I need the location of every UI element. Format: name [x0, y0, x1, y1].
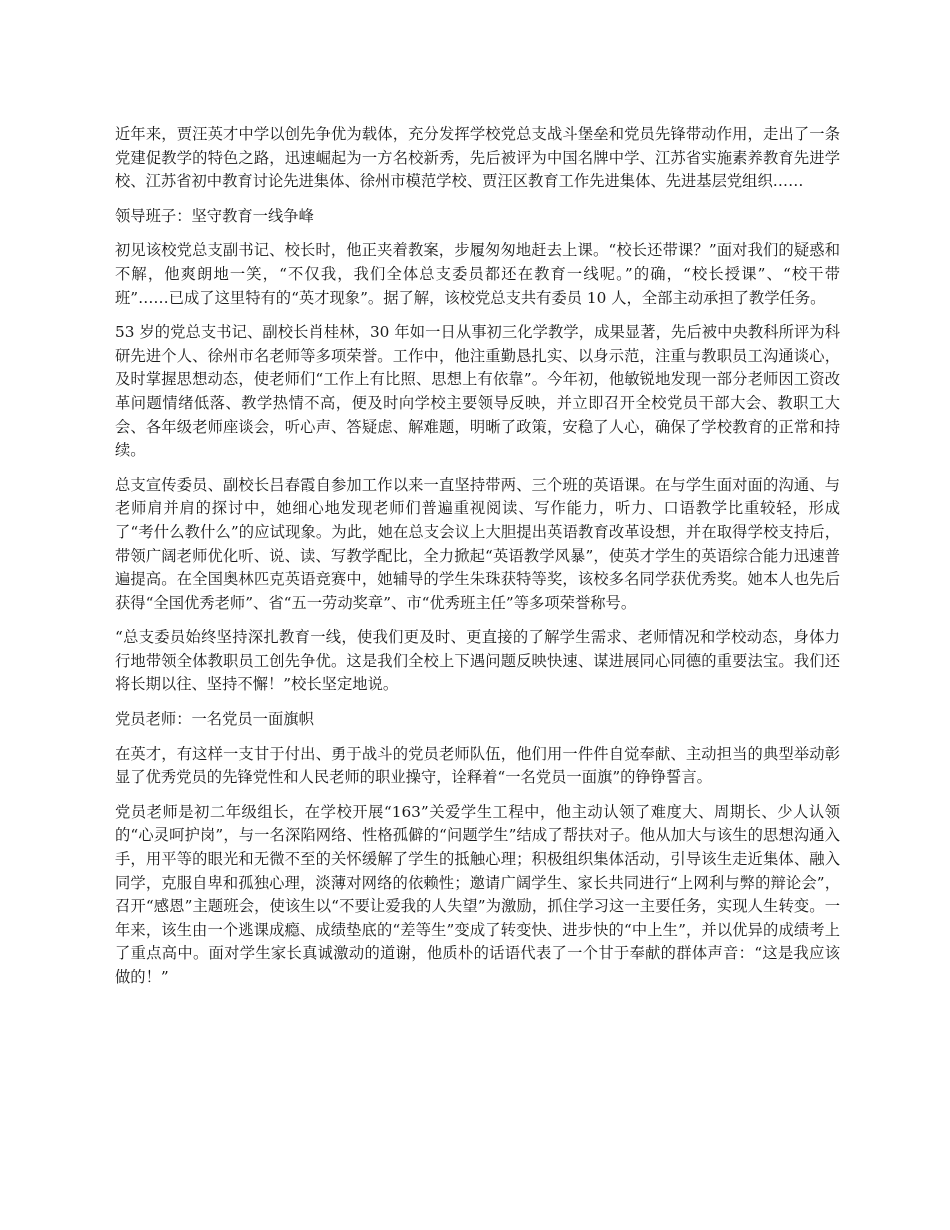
paragraph-teacher-team: 在英才，有这样一支甘于付出、勇于战斗的党员老师队伍，他们用一件件自觉奉献、主动担当的典型举动彰显了优秀党员的先锋党性和人民老师的职业操守，诠释着“一名党员一面旗”的铮铮誓言。 [115, 744, 840, 787]
section-heading-party-teachers: 党员老师：一名党员一面旗帜 [115, 710, 314, 729]
paragraph-principal-quote: “总支委员始终坚持深扎教育一线，使我们更及时、更直接的了解学生需求、老师情况和学校动态，身体力行地带领全体教职员工创先争优。这是我们全校上下遇问题反映快速、谋进展同心同德的重要法宝。我们还将长期以往、坚持不懈！”校长坚定地说。 [115, 628, 840, 694]
document-body [115, 123, 840, 1001]
section-heading-leadership: 领导班子：坚守教育一线争峰 [115, 206, 314, 225]
paragraph-grade-leader: 党员老师是初二年级组长，在学校开展“163”关爱学生工程中，他主动认领了难度大、周期长、少人认领的“心灵呵护岗”，与一名深陷网络、性格孤僻的“问题学生”结成了帮扶对子。他从加大与该生的思想沟通入手，用平等的眼光和无微不至的关怀缓解了学生的抵触心理；积极组织集体活动，引导该生走近集体、融入同学，克服自卑和孤独心理，淡薄对网络的依赖性；邀请广阔学生、家长共同进行“上网利与弊的辩论会”，召开“感恩”主题班会，使该生以“不要让爱我的人失望”为激励，抓住学习这一主要任务，实现人生转变。一年来，该生由一个逃课成瘾、成绩垫底的“差等生”变成了转变快、进步快的“中上生”，并以优异的成绩考上了重点高中。面对学生家长真诚激动的道谢，他质朴的话语代表了一个甘于奉献的群体声音：“这是我应该做的！” [115, 802, 840, 986]
paragraph-english-reform: 总支宣传委员、副校长吕春霞自参加工作以来一直坚持带两、三个班的英语课。在与学生面对面的沟通、与老师肩并肩的探讨中，她细心地发现老师们普遍重视阅读、写作能力，听力、口语教学比重较轻，形成了“考什么教什么”的应试现象。为此，她在总支会议上大胆提出英语教育改革设想，并在取得学校支持后，带领广阔老师优化听、说、读、写教学配比，全力掀起“英语教学风暴”，使英才学生的英语综合能力迅速普遍提高。在全国奥林匹克英语竞赛中，她辅导的学生朱珠获特等奖，该校多名同学获优秀奖。她本人也先后获得“全国优秀老师”、省“五一劳动奖章”、市“优秀班主任”等多项荣誉称号。 [115, 475, 840, 612]
paragraph-principal: 初见该校党总支副书记、校长时，他正夹着教案，步履匆匆地赶去上课。“校长还带课？”面对我们的疑惑和不解，他爽朗地一笑，“不仅我，我们全体总支委员都还在教育一线呢。”的确，“校长授课”、“校干带班”……已成了这里特有的“英才现象”。据了解，该校党总支共有委员 10 人，全部主动承担了教学任务。 [115, 241, 840, 307]
paragraph-intro: 近年来，贾汪英才中学以创先争优为载体，充分发挥学校党总支战斗堡垒和党员先锋带动作用，走出了一条党建促教学的特色之路，迅速崛起为一方名校新秀，先后被评为中国名牌中学、江苏省实施素养教育先进学校、江苏省初中教育讨论先进集体、徐州市模范学校、贾汪区教育工作先进集体、先进基层党组织…… [115, 125, 840, 191]
paragraph-party-secretary: 53 岁的党总支书记、副校长肖桂林，30 年如一日从事初三化学教学，成果显著，先后被中央教科所评为科研先进个人、徐州市名老师等多项荣誉。工作中，他注重勤恳扎实、以身示范，注重与教职员工沟通谈心，及时掌握思想动态，使老师们“工作上有比照、思想上有依靠”。今年初，他敏锐地发现一部分老师因工资改革问题情绪低落、教学热情不高，便及时向学校主要领导反映，并立即召开全校党员干部大会、教职工大会、各年级老师座谈会，听心声、答疑虑、解难题，明晰了政策，安稳了人心，确保了学校教育的正常和持续。 [115, 323, 840, 460]
